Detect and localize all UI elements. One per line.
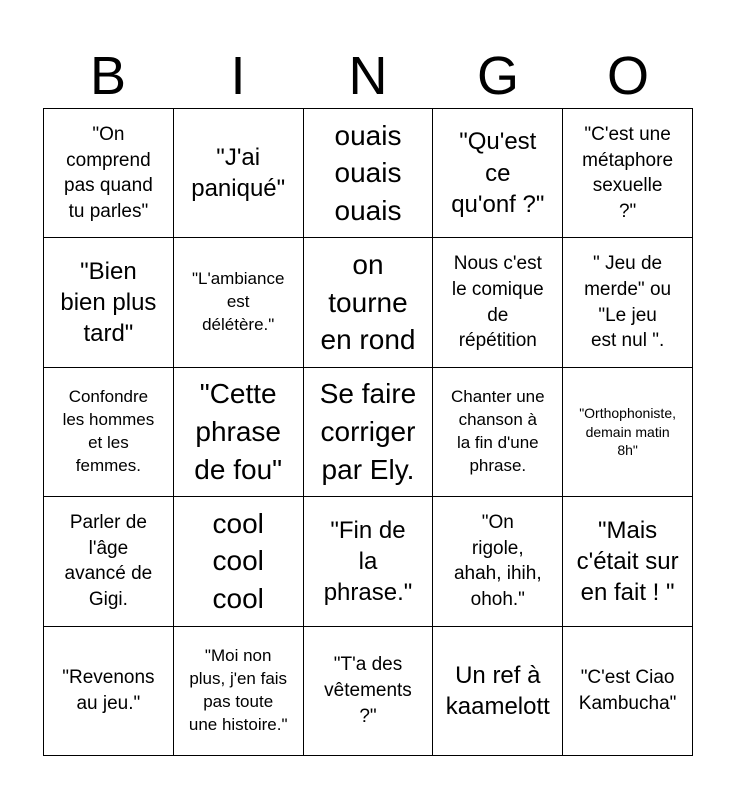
bingo-cell[interactable] (174, 627, 304, 756)
bingo-cell[interactable] (433, 368, 563, 497)
cell-text: "Fin de la phrase." (323, 516, 413, 606)
bingo-cell[interactable] (174, 368, 304, 497)
bingo-cell[interactable] (44, 368, 174, 497)
bingo-cell[interactable] (304, 368, 434, 497)
cell-text: "Revenons au jeu." (62, 667, 155, 714)
bingo-cell[interactable] (304, 238, 434, 367)
cell-text: Nous c'est le comique de répétition (451, 253, 544, 352)
cell-text: "T'a des vêtements ?" (324, 654, 412, 727)
bingo-cell[interactable] (433, 627, 563, 756)
cell-text: "C'est Ciao Kambucha" (578, 667, 677, 714)
cell-text: "Orthophoniste, demain matin 8h" (579, 404, 676, 459)
bingo-cell[interactable] (44, 497, 174, 626)
cell-text: "L'ambiance est délétère." (191, 269, 285, 335)
header-letter-g: G (476, 46, 519, 106)
cell-text: cool cool cool (212, 507, 264, 615)
bingo-cell[interactable] (304, 109, 434, 238)
cell-text: Parler de l'âge avancé de Gigi. (64, 512, 153, 611)
cell-text: Se faire corriger par Ely. (319, 378, 417, 485)
cell-text: " Jeu de merde" ou "Le jeu est nul ". (584, 253, 672, 352)
bingo-header (43, 44, 693, 108)
bingo-cell[interactable] (174, 238, 304, 367)
bingo-cell[interactable] (433, 109, 563, 238)
cell-text: "C'est une métaphore sexuelle ?" (582, 123, 674, 222)
header-letter-i: I (230, 46, 246, 106)
bingo-cell[interactable] (563, 627, 693, 756)
bingo-cell[interactable] (563, 109, 693, 238)
bingo-cell[interactable] (44, 109, 174, 238)
bingo-cell[interactable] (563, 497, 693, 626)
bingo-cell[interactable] (44, 627, 174, 756)
cell-text: "On comprend pas quand tu parles" (64, 123, 153, 222)
cell-text: "On rigole, ahah, ihih, ohoh." (453, 512, 542, 611)
cell-text: "Bien bien plus tard" (60, 257, 157, 348)
bingo-cell[interactable] (174, 109, 304, 238)
cell-text: "Qu'est ce qu'onf ?" (451, 128, 545, 218)
bingo-cell[interactable] (304, 497, 434, 626)
bingo-cell[interactable] (174, 497, 304, 626)
bingo-cell[interactable] (433, 238, 563, 367)
bingo-cell[interactable] (44, 238, 174, 367)
bingo-cell[interactable] (563, 368, 693, 497)
header-letter-o: O (606, 46, 649, 106)
cell-text: Confondre les hommes et les femmes. (62, 387, 155, 475)
bingo-cell[interactable] (433, 497, 563, 626)
bingo-cell[interactable] (304, 627, 434, 756)
cell-text: "Moi non plus, j'en fais pas toute une histoire." (188, 645, 288, 734)
header-letter-b: B (89, 46, 127, 106)
cell-text: ouais ouais ouais (334, 119, 402, 227)
cell-text: Un ref à kaamelott (445, 661, 550, 720)
cell-text: "Mais c'était sur en fait ! " (576, 516, 679, 606)
bingo-cell[interactable] (563, 238, 693, 367)
bingo-board (43, 108, 693, 756)
header-letter-n: N (348, 46, 388, 106)
cell-text: "J'ai paniqué" (191, 144, 286, 203)
cell-text: Chanter une chanson à la fin d'une phrase. (451, 387, 545, 475)
cell-text: "Cette phrase de fou" (194, 378, 283, 485)
cell-text: on tourne en rond (320, 248, 416, 356)
